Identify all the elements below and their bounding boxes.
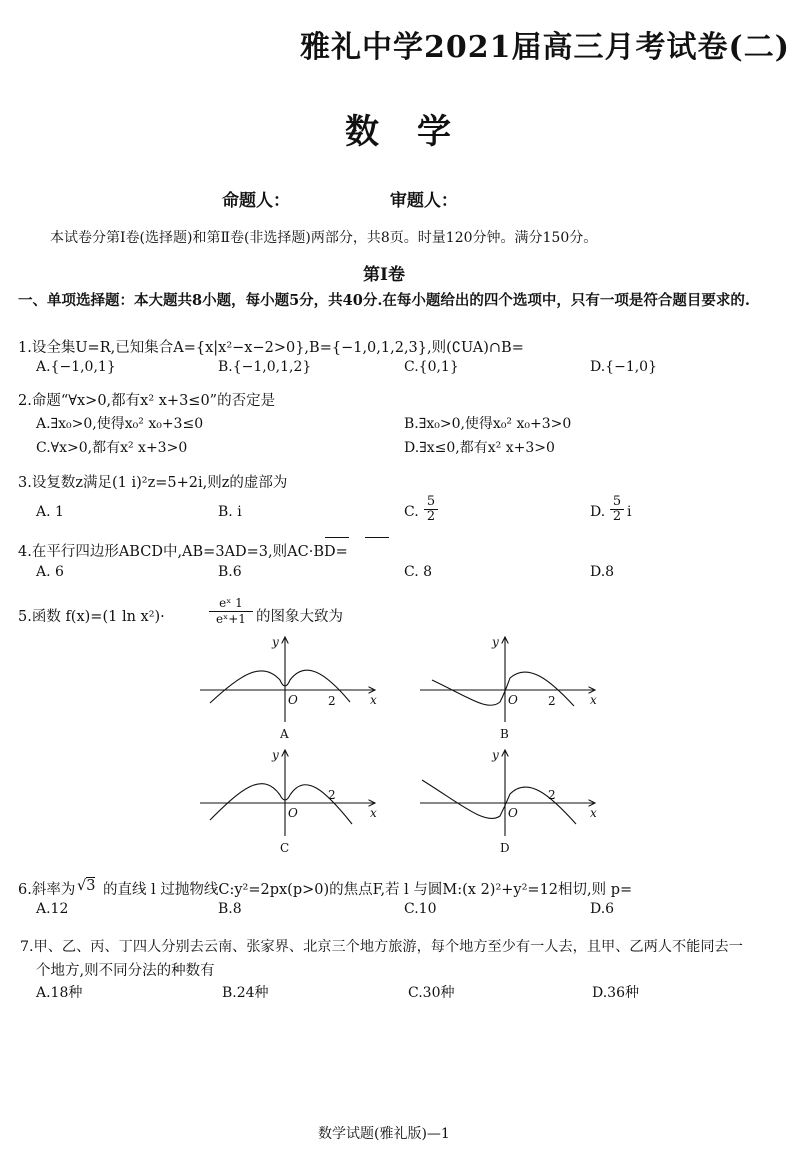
question-3-option-a: A. 1 bbox=[36, 504, 64, 520]
question-2-stem: 2.命题“∀x>0,都有x² x+3≤0”的否定是 bbox=[18, 393, 276, 409]
graph-c-y-label: y bbox=[272, 748, 279, 762]
question-4-option-a: A. 6 bbox=[36, 564, 64, 580]
question-3-option-d: D. bbox=[590, 504, 606, 520]
question-7-option-a: A.18种 bbox=[36, 985, 83, 1001]
question-3-option-b: B. i bbox=[218, 504, 242, 520]
question-6-option-a: A.12 bbox=[36, 901, 69, 917]
question-6-stem-end: 的直线 l 过抛物线C:y²=2px(p>0)的焦点F,若 l 与圆M:(x 2)²+y²=12相切,则 p= bbox=[103, 882, 633, 898]
graph-c-origin: O bbox=[288, 806, 298, 820]
question-4-option-b: B.6 bbox=[218, 564, 242, 580]
graph-b-origin: O bbox=[508, 693, 518, 707]
question-1-option-a: A.{−1,0,1} bbox=[36, 359, 116, 375]
section-heading: 一、单项选择题：本大题共8小题，每小题5分，共40分.在每小题给出的四个选项中，只有一项是符合题目要求的. bbox=[18, 292, 750, 309]
question-4-option-d: D.8 bbox=[590, 564, 615, 580]
exam-intro: 本试卷分第Ⅰ卷(选择题)和第Ⅱ卷(非选择题)两部分，共8页。时量120分钟。满分150分。 bbox=[50, 230, 598, 246]
page-footer: 数学试题(雅礼版)—1 bbox=[318, 1126, 450, 1142]
subject-title: 数学 bbox=[345, 112, 489, 152]
graph-c-tick-2: 2 bbox=[328, 788, 336, 802]
graph-d-y-label: y bbox=[492, 748, 499, 762]
question-2-option-a: A.∃x₀>0,使得x₀² x₀+3≤0 bbox=[36, 416, 204, 432]
question-3-option-d-fraction: 5 2 bbox=[610, 495, 624, 524]
graph-d-x-label: x bbox=[590, 806, 597, 820]
graph-d-origin: O bbox=[508, 806, 518, 820]
graph-a bbox=[200, 637, 375, 722]
graph-c bbox=[200, 750, 375, 836]
question-6-option-b: B.8 bbox=[218, 901, 242, 917]
exam-title: 雅礼中学2021届高三月考试卷(二) bbox=[300, 30, 790, 65]
graph-b-tick-2: 2 bbox=[548, 694, 556, 708]
question-5-stem: 5.函数 f(x)=(1 ln x²)· bbox=[18, 609, 165, 625]
graph-d bbox=[420, 750, 595, 836]
graph-d-caption: D bbox=[500, 841, 510, 855]
graph-c-x-label: x bbox=[370, 806, 377, 820]
volume-heading: 第Ⅰ卷 bbox=[363, 265, 405, 285]
question-1-option-d: D.{−1,0} bbox=[590, 359, 657, 375]
question-3-stem: 3.设复数z满足(1 i)²z=5+2i,则z的虚部为 bbox=[18, 475, 288, 491]
question-4-option-c: C. 8 bbox=[404, 564, 433, 580]
graph-a-x-label: x bbox=[370, 693, 377, 707]
question-7-option-b: B.24种 bbox=[222, 985, 269, 1001]
question-3-option-c-fraction: 5 2 bbox=[424, 495, 438, 524]
graph-b-caption: B bbox=[500, 727, 509, 741]
question-6-root: √3 bbox=[77, 878, 96, 894]
question-2-option-d: D.∃x≤0,都有x² x+3>0 bbox=[404, 440, 555, 456]
question-1-stem: 1.设全集U=R,已知集合A={x|x²−x−2>0},B={−1,0,1,2,3},则(∁UA)∩B= bbox=[18, 340, 524, 356]
question-4-stem: 4.在平行四边形ABCD中,AB=3AD=3,则AC·BD= bbox=[18, 544, 348, 560]
graph-a-caption: A bbox=[280, 727, 289, 741]
graph-b-y-label: y bbox=[492, 635, 499, 649]
question-1-option-c: C.{0,1} bbox=[404, 359, 459, 375]
reviewer-label: 审题人： bbox=[389, 191, 458, 211]
question-7-stem-line2: 个地方,则不同分法的种数有 bbox=[36, 963, 215, 979]
question-7-option-d: D.36种 bbox=[592, 985, 639, 1001]
question-7-stem: 7.甲、乙、丙、丁四人分别去云南、张家界、北京三个地方旅游，每个地方至少有一人去，且甲、乙两人不能同去一 bbox=[20, 939, 743, 955]
question-5-stem-end: 的图象大致为 bbox=[256, 609, 343, 625]
question-2-option-c: C.∀x>0,都有x² x+3>0 bbox=[36, 440, 188, 456]
question-5-fraction: eˣ 1 eˣ+1 bbox=[209, 596, 253, 627]
graph-d-tick-2: 2 bbox=[548, 788, 556, 802]
graph-a-tick-2: 2 bbox=[328, 694, 336, 708]
question-6-stem: 6.斜率为 bbox=[18, 882, 76, 898]
question-3-option-c: C. bbox=[404, 504, 419, 520]
graph-b bbox=[420, 637, 595, 722]
question-3-option-d-suffix: i bbox=[627, 504, 632, 520]
question-6-option-c: C.10 bbox=[404, 901, 437, 917]
graph-a-origin: O bbox=[288, 693, 298, 707]
graph-c-caption: C bbox=[280, 841, 290, 855]
question-2-option-b: B.∃x₀>0,使得x₀² x₀+3>0 bbox=[404, 416, 572, 432]
author-label: 命题人： bbox=[222, 191, 290, 211]
question-6-option-d: D.6 bbox=[590, 901, 615, 917]
graph-b-x-label: x bbox=[590, 693, 597, 707]
graph-a-y-label: y bbox=[272, 635, 279, 649]
question-1-option-b: B.{−1,0,1,2} bbox=[218, 359, 312, 375]
question-7-option-c: C.30种 bbox=[408, 985, 455, 1001]
